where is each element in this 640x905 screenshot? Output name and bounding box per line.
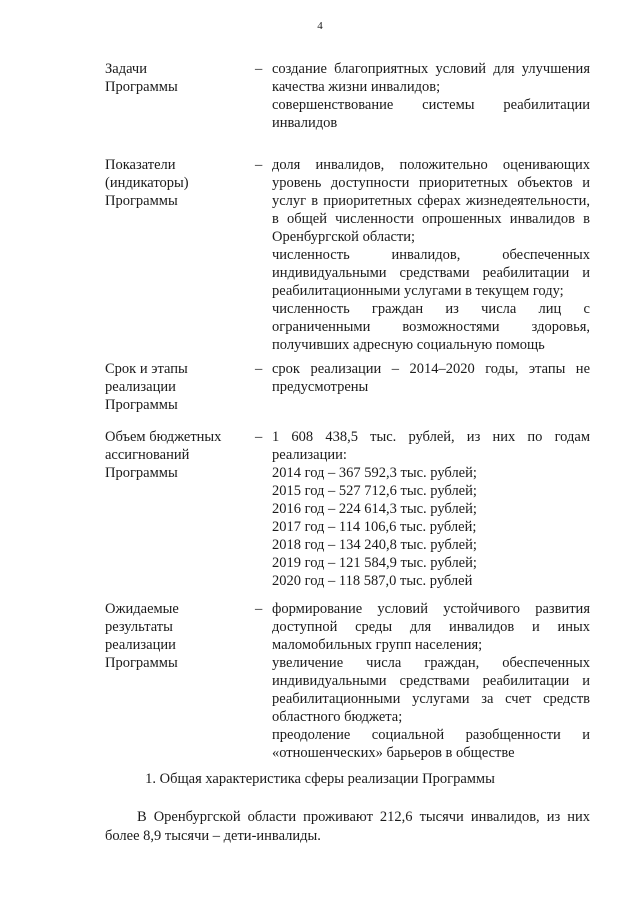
passport-dash: – xyxy=(255,361,263,377)
passport-paragraph: формирование условий устойчивого развития доступной среды для инвалидов и иных маломобильных групп населения; xyxy=(272,601,590,653)
page-number: 4 xyxy=(317,20,323,32)
passport-paragraph: численность инвалидов, обеспеченных индивидуальными средствами реабилитации и реабилитационными услугами в текущем году; xyxy=(272,247,590,299)
passport-value xyxy=(272,600,590,762)
passport-label: Ожидаемые результаты реализации Программы xyxy=(105,601,179,671)
passport-paragraph: 1 608 438,5 тыс. рублей, из них по годам реализации: xyxy=(272,429,590,463)
passport-value xyxy=(272,60,590,156)
intro-paragraph: В Оренбургской области проживают 212,6 тысячи инвалидов, из них более 8,9 тысячи – дети-инвалиды. xyxy=(105,809,590,844)
passport-paragraph: совершенствование системы реабилитации инвалидов xyxy=(272,97,590,131)
passport-value xyxy=(272,428,590,600)
budget-year-line: 2014 год – 367 592,3 тыс. рублей; xyxy=(272,465,477,481)
budget-year-line: 2015 год – 527 712,6 тыс. рублей; xyxy=(272,483,477,499)
passport-value xyxy=(272,360,590,428)
passport-label: Задачи Программы xyxy=(105,61,178,95)
passport-dash: – xyxy=(255,601,263,617)
budget-year-line: 2017 год – 114 106,6 тыс. рублей; xyxy=(272,519,477,535)
passport-paragraph: доля инвалидов, положительно оценивающих уровень доступности приоритетных объектов и услуг в приоритетных сферах жизнедеятельности, в общей численности опрошенных инвалидов в Оренбургской области; xyxy=(272,157,590,245)
passport-row-budget xyxy=(105,428,590,600)
passport-label: Объем бюджетных ассигнований Программы xyxy=(105,429,222,481)
budget-year-line: 2020 год – 118 587,0 тыс. рублей xyxy=(272,573,473,589)
program-passport xyxy=(105,60,590,762)
passport-paragraph: создание благоприятных условий для улучшения качества жизни инвалидов; xyxy=(272,61,590,95)
budget-year-line: 2018 год – 134 240,8 тыс. рублей; xyxy=(272,537,477,553)
passport-row-indicators xyxy=(105,156,590,360)
passport-paragraph: численность граждан из числа лиц с ограниченными возможностями здоровья, получивших адресную социальную помощь xyxy=(272,301,590,353)
passport-row-terms xyxy=(105,360,590,428)
passport-label: Срок и этапы реализации Программы xyxy=(105,361,188,413)
budget-year-line: 2016 год – 224 614,3 тыс. рублей; xyxy=(272,501,477,517)
passport-paragraph: преодоление социальной разобщенности и «отношенческих» барьеров в обществе xyxy=(272,727,590,761)
passport-row-tasks xyxy=(105,60,590,156)
section-heading: 1. Общая характеристика сферы реализации Программы xyxy=(145,771,495,787)
passport-dash: – xyxy=(255,157,263,173)
budget-year-line: 2019 год – 121 584,9 тыс. рублей; xyxy=(272,555,477,571)
passport-value xyxy=(272,156,590,360)
passport-row-results xyxy=(105,600,590,762)
passport-paragraph: увеличение числа граждан, обеспеченных индивидуальными средствами реабилитации и реабилитационными услугами за счет средств областного бюджета; xyxy=(272,655,590,725)
passport-paragraph: срок реализации – 2014–2020 годы, этапы не предусмотрены xyxy=(272,361,590,395)
passport-dash: – xyxy=(255,61,263,77)
passport-dash: – xyxy=(255,429,263,445)
passport-label: Показатели (индикаторы) Программы xyxy=(105,157,189,209)
